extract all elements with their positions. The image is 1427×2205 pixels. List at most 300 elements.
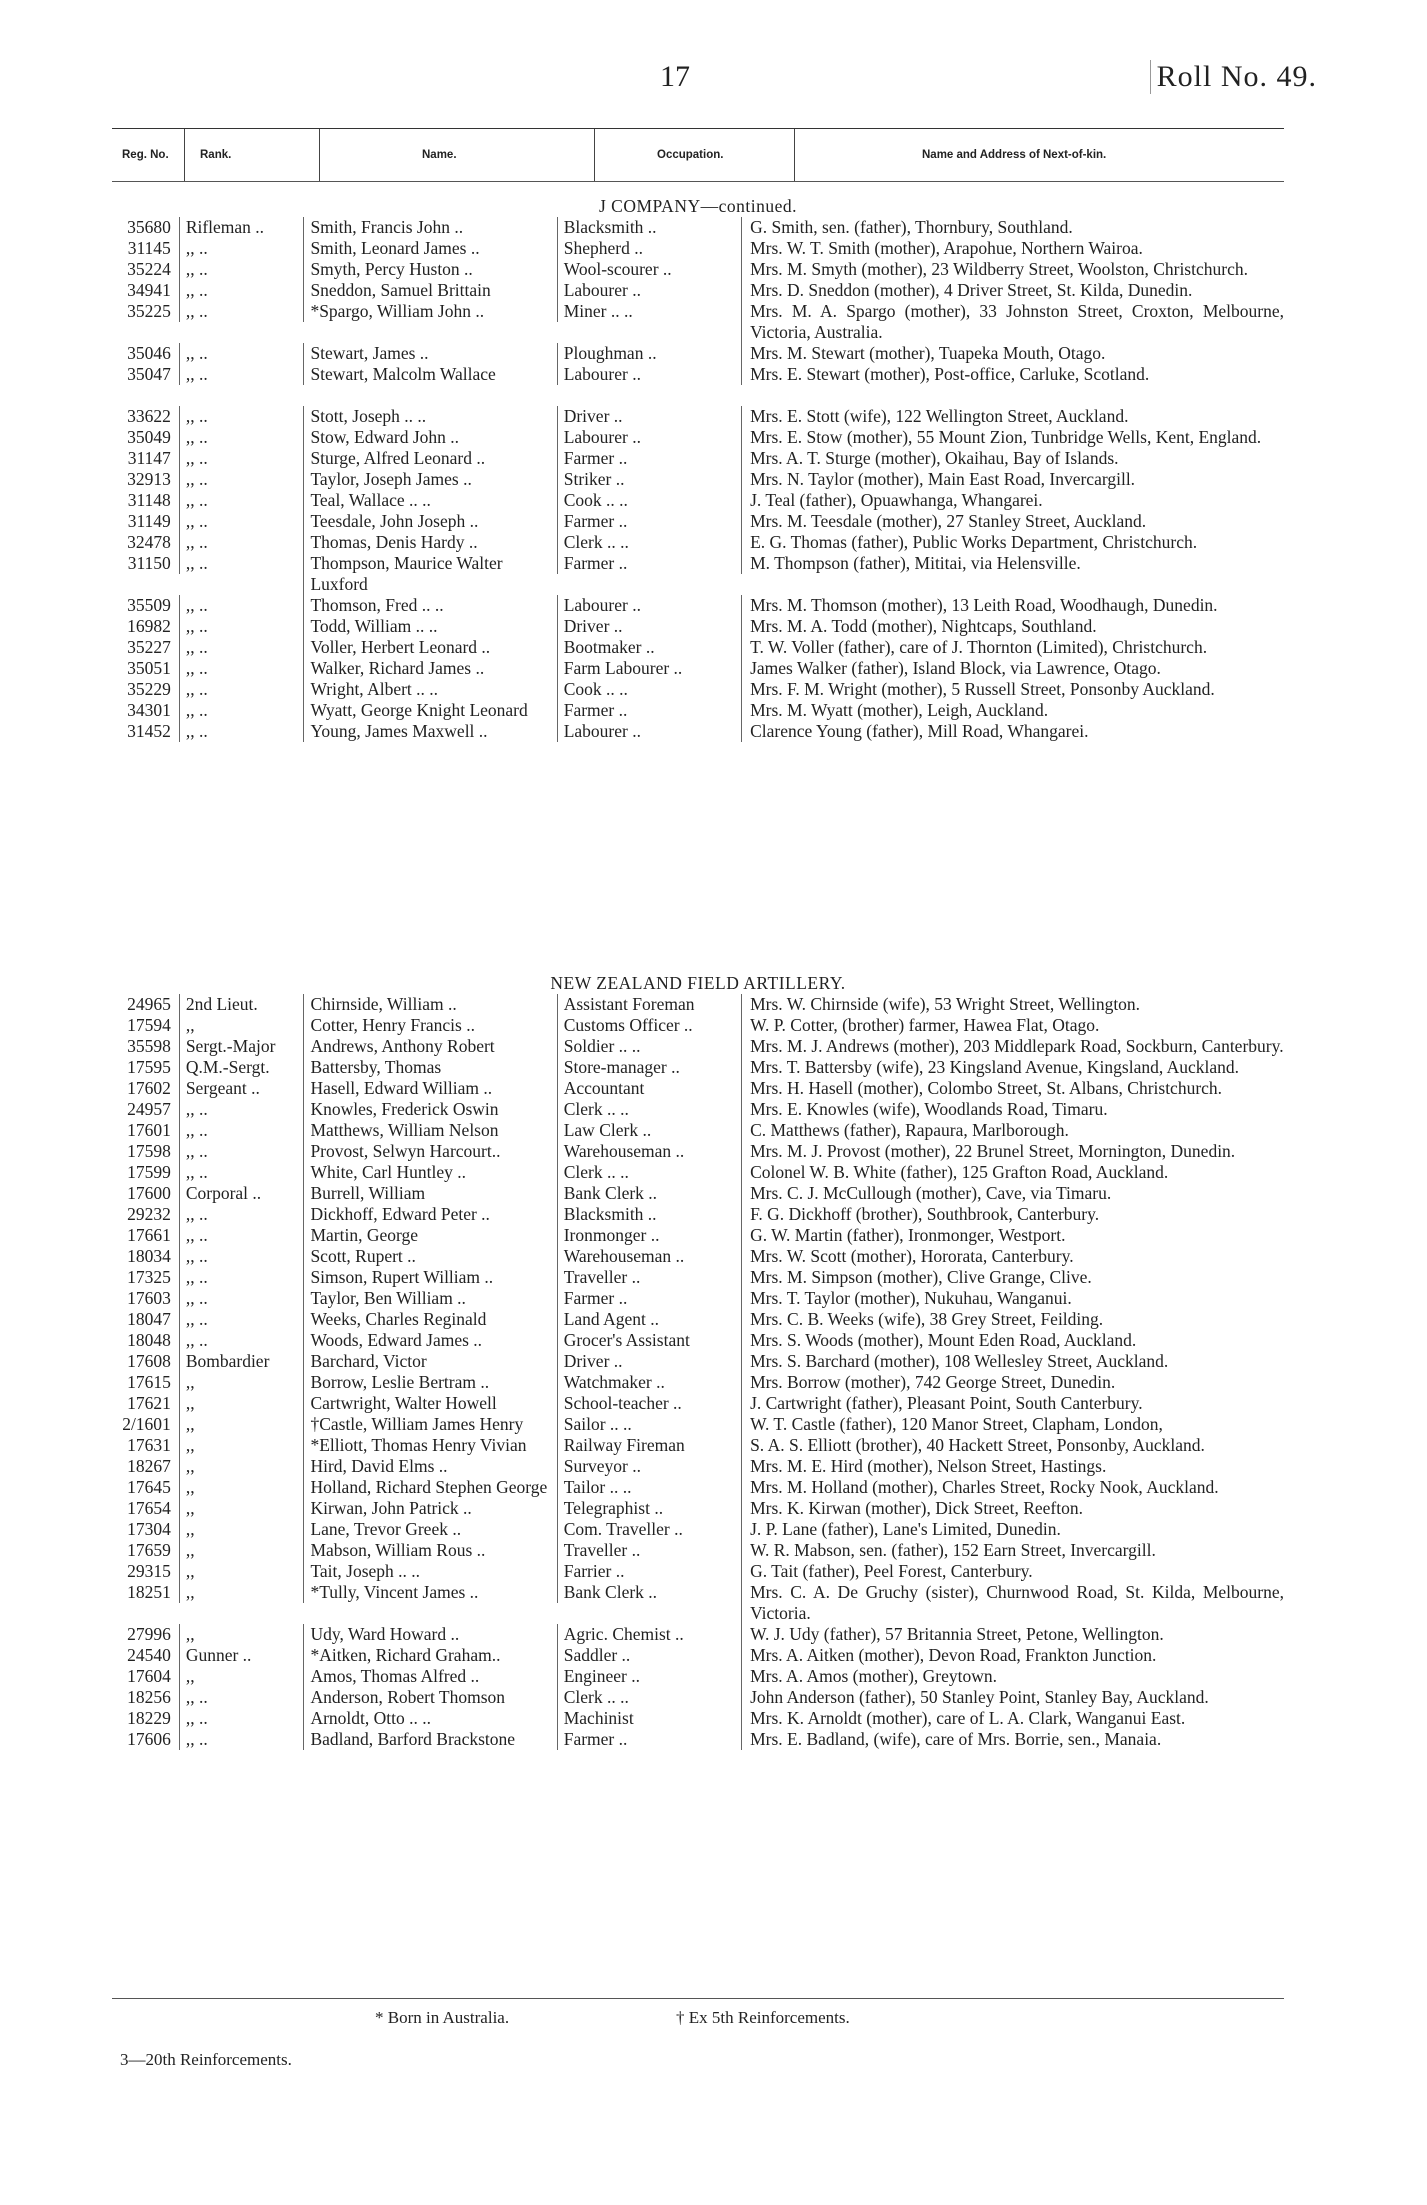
table-row bbox=[112, 1204, 1284, 1225]
occupation: Miner .. .. bbox=[557, 301, 741, 322]
rank: ,, .. bbox=[179, 427, 304, 448]
table-row bbox=[112, 721, 1284, 742]
table-row bbox=[112, 1267, 1284, 1288]
next-of-kin: F. G. Dickhoff (brother), Southbrook, Canterbury. bbox=[741, 1204, 1284, 1225]
occupation: Farmer .. bbox=[557, 553, 741, 574]
soldier-name: Cotter, Henry Francis .. bbox=[303, 1015, 556, 1036]
table-row bbox=[112, 1456, 1284, 1477]
soldier-name: Barchard, Victor bbox=[303, 1351, 556, 1372]
occupation: Wool-scourer .. bbox=[557, 259, 741, 280]
table-row bbox=[112, 1477, 1284, 1498]
reg-number: 34941 bbox=[127, 280, 171, 300]
occupation: Labourer .. bbox=[557, 280, 741, 301]
occupation: Farrier .. bbox=[557, 1561, 741, 1582]
reg-number: 35229 bbox=[127, 679, 171, 699]
reg-number: 35680 bbox=[127, 217, 171, 237]
next-of-kin: Mrs. T. Battersby (wife), 23 Kingsland Avenue, Kingsland, Auckland. bbox=[741, 1057, 1284, 1078]
soldier-name: Dickhoff, Edward Peter .. bbox=[303, 1204, 556, 1225]
reg-number: 31150 bbox=[127, 553, 171, 573]
next-of-kin: T. W. Voller (father), care of J. Thornton (Limited), Christchurch. bbox=[741, 637, 1284, 658]
occupation: Traveller .. bbox=[557, 1267, 741, 1288]
occupation: Watchmaker .. bbox=[557, 1372, 741, 1393]
next-of-kin: Mrs. N. Taylor (mother), Main East Road, Invercargill. bbox=[741, 469, 1284, 490]
soldier-name: †Castle, William James Henry bbox=[303, 1414, 556, 1435]
next-of-kin: Mrs. W. T. Smith (mother), Arapohue, Northern Wairoa. bbox=[741, 238, 1284, 259]
table-row bbox=[112, 406, 1284, 427]
next-of-kin: G. Tait (father), Peel Forest, Canterbury. bbox=[741, 1561, 1284, 1582]
j-company-table bbox=[112, 196, 1284, 742]
header-rank: Rank. bbox=[200, 149, 232, 161]
rank: ,, .. bbox=[179, 280, 304, 301]
table-row bbox=[112, 1225, 1284, 1246]
soldier-name: Weeks, Charles Reginald bbox=[303, 1309, 556, 1330]
occupation: Clerk .. .. bbox=[557, 1162, 741, 1183]
reg-number: 31452 bbox=[127, 721, 171, 741]
reg-number: 17645 bbox=[127, 1477, 171, 1497]
table-row bbox=[112, 1729, 1284, 1750]
table-row bbox=[112, 1330, 1284, 1351]
soldier-name: Walker, Richard James .. bbox=[303, 658, 556, 679]
rank: Sergeant .. bbox=[179, 1078, 304, 1099]
soldier-name: *Elliott, Thomas Henry Vivian bbox=[303, 1435, 556, 1456]
next-of-kin: W. P. Cotter, (brother) farmer, Hawea Flat, Otago. bbox=[741, 1015, 1284, 1036]
occupation: Striker .. bbox=[557, 469, 741, 490]
soldier-name: White, Carl Huntley .. bbox=[303, 1162, 556, 1183]
soldier-name: Cartwright, Walter Howell bbox=[303, 1393, 556, 1414]
reg-number: 17606 bbox=[127, 1729, 171, 1749]
reg-number: 17615 bbox=[127, 1372, 171, 1392]
table-row bbox=[112, 280, 1284, 301]
occupation: Labourer .. bbox=[557, 595, 741, 616]
soldier-name: Battersby, Thomas bbox=[303, 1057, 556, 1078]
soldier-name: Kirwan, John Patrick .. bbox=[303, 1498, 556, 1519]
reg-number: 32913 bbox=[127, 469, 171, 489]
table-row bbox=[112, 1582, 1284, 1624]
rank: ,, bbox=[179, 1666, 304, 1687]
reg-number: 17603 bbox=[127, 1288, 171, 1308]
occupation: Customs Officer .. bbox=[557, 1015, 741, 1036]
soldier-name: Wyatt, George Knight Leonard bbox=[303, 700, 556, 721]
soldier-name: Smith, Leonard James .. bbox=[303, 238, 556, 259]
reg-number: 17654 bbox=[127, 1498, 171, 1518]
table-row bbox=[112, 1057, 1284, 1078]
soldier-name: Taylor, Ben William .. bbox=[303, 1288, 556, 1309]
table-row bbox=[112, 217, 1284, 238]
occupation: Farmer .. bbox=[557, 700, 741, 721]
reg-number: 17304 bbox=[127, 1519, 171, 1539]
soldier-name: Smyth, Percy Huston .. bbox=[303, 259, 556, 280]
soldier-name: Mabson, William Rous .. bbox=[303, 1540, 556, 1561]
soldier-name: Holland, Richard Stephen George bbox=[303, 1477, 556, 1498]
next-of-kin: Mrs. H. Hasell (mother), Colombo Street, St. Albans, Christchurch. bbox=[741, 1078, 1284, 1099]
soldier-name: Wright, Albert .. .. bbox=[303, 679, 556, 700]
occupation: Com. Traveller .. bbox=[557, 1519, 741, 1540]
occupation: Tailor .. .. bbox=[557, 1477, 741, 1498]
reg-number: 31147 bbox=[127, 448, 171, 468]
soldier-name: Badland, Barford Brackstone bbox=[303, 1729, 556, 1750]
occupation: Farmer .. bbox=[557, 511, 741, 532]
next-of-kin: Mrs. C. J. McCullough (mother), Cave, via Timaru. bbox=[741, 1183, 1284, 1204]
next-of-kin: Mrs. M. J. Provost (mother), 22 Brunel Street, Mornington, Dunedin. bbox=[741, 1141, 1284, 1162]
next-of-kin: Mrs. M. A. Spargo (mother), 33 Johnston Street, Croxton, Melbourne, Victoria, Australia. bbox=[741, 301, 1284, 343]
next-of-kin: Mrs. M. Stewart (mother), Tuapeka Mouth, Otago. bbox=[741, 343, 1284, 364]
rank: ,, .. bbox=[179, 1120, 304, 1141]
section-title-field-artillery: NEW ZEALAND FIELD ARTILLERY. bbox=[550, 973, 846, 993]
table-row bbox=[112, 1015, 1284, 1036]
occupation: Shepherd .. bbox=[557, 238, 741, 259]
rank: ,, bbox=[179, 1393, 304, 1414]
reg-number: 24965 bbox=[127, 994, 171, 1014]
next-of-kin: Mrs. D. Sneddon (mother), 4 Driver Street, St. Kilda, Dunedin. bbox=[741, 280, 1284, 301]
occupation: Law Clerk .. bbox=[557, 1120, 741, 1141]
reg-number: 24540 bbox=[127, 1645, 171, 1665]
next-of-kin: Mrs. W. Chirnside (wife), 53 Wright Street, Wellington. bbox=[741, 994, 1284, 1015]
table-row bbox=[112, 1246, 1284, 1267]
next-of-kin: W. J. Udy (father), 57 Britannia Street, Petone, Wellington. bbox=[741, 1624, 1284, 1645]
table-row bbox=[112, 700, 1284, 721]
rank: ,, .. bbox=[179, 679, 304, 700]
table-row bbox=[112, 1519, 1284, 1540]
occupation: Clerk .. .. bbox=[557, 532, 741, 553]
table-row bbox=[112, 385, 1284, 406]
reg-number: 31148 bbox=[127, 490, 171, 510]
rank: ,, .. bbox=[179, 511, 304, 532]
soldier-name: Stewart, James .. bbox=[303, 343, 556, 364]
rank: ,, .. bbox=[179, 343, 304, 364]
rank: ,, bbox=[179, 1624, 304, 1645]
next-of-kin: Mrs. E. Badland, (wife), care of Mrs. Borrie, sen., Manaia. bbox=[741, 1729, 1284, 1750]
occupation: Telegraphist .. bbox=[557, 1498, 741, 1519]
rank: ,, .. bbox=[179, 1309, 304, 1330]
rank: ,, bbox=[179, 1414, 304, 1435]
next-of-kin: E. G. Thomas (father), Public Works Department, Christchurch. bbox=[741, 532, 1284, 553]
reg-number: 17661 bbox=[127, 1225, 171, 1245]
footnote-ex: † Ex 5th Reinforcements. bbox=[676, 2008, 850, 2027]
rank: ,, .. bbox=[179, 364, 304, 385]
table-row bbox=[112, 469, 1284, 490]
reg-number: 35049 bbox=[127, 427, 171, 447]
table-row bbox=[112, 238, 1284, 259]
table-row bbox=[112, 301, 1284, 343]
rank: ,, .. bbox=[179, 700, 304, 721]
next-of-kin: J. Teal (father), Opuawhanga, Whangarei. bbox=[741, 490, 1284, 511]
next-of-kin: Mrs. M. Thomson (mother), 13 Leith Road, Woodhaugh, Dunedin. bbox=[741, 595, 1284, 616]
soldier-name: Thomson, Fred .. .. bbox=[303, 595, 556, 616]
table-row bbox=[112, 1561, 1284, 1582]
table-row bbox=[112, 1099, 1284, 1120]
soldier-name: Smith, Francis John .. bbox=[303, 217, 556, 238]
occupation: Driver .. bbox=[557, 616, 741, 637]
header-kin: Name and Address of Next-of-kin. bbox=[922, 149, 1107, 161]
rank: 2nd Lieut. bbox=[179, 994, 304, 1015]
occupation: Labourer .. bbox=[557, 721, 741, 742]
occupation: Agric. Chemist .. bbox=[557, 1624, 741, 1645]
soldier-name: Teal, Wallace .. .. bbox=[303, 490, 556, 511]
rank: ,, .. bbox=[179, 1267, 304, 1288]
soldier-name: Stott, Joseph .. .. bbox=[303, 406, 556, 427]
rank: ,, bbox=[179, 1582, 304, 1603]
next-of-kin: Clarence Young (father), Mill Road, Whangarei. bbox=[741, 721, 1284, 742]
rank: ,, .. bbox=[179, 721, 304, 742]
rank: ,, .. bbox=[179, 1708, 304, 1729]
next-of-kin: Mrs. M. Holland (mother), Charles Street, Rocky Nook, Auckland. bbox=[741, 1477, 1284, 1498]
table-row bbox=[112, 1351, 1284, 1372]
next-of-kin: Mrs. M. J. Andrews (mother), 203 Middlepark Road, Sockburn, Canterbury. bbox=[741, 1036, 1284, 1057]
soldier-name: Teesdale, John Joseph .. bbox=[303, 511, 556, 532]
next-of-kin: Mrs. M. Simpson (mother), Clive Grange, Clive. bbox=[741, 1267, 1284, 1288]
soldier-name: Stewart, Malcolm Wallace bbox=[303, 364, 556, 385]
rank: ,, bbox=[179, 1456, 304, 1477]
occupation: Bootmaker .. bbox=[557, 637, 741, 658]
occupation: Machinist bbox=[557, 1708, 741, 1729]
reg-number: 27996 bbox=[127, 1624, 171, 1644]
rank: ,, .. bbox=[179, 1288, 304, 1309]
occupation: Farmer .. bbox=[557, 1729, 741, 1750]
rank: ,, .. bbox=[179, 1162, 304, 1183]
soldier-name: Anderson, Robert Thomson bbox=[303, 1687, 556, 1708]
occupation: Land Agent .. bbox=[557, 1309, 741, 1330]
soldier-name: Scott, Rupert .. bbox=[303, 1246, 556, 1267]
reg-number: 17601 bbox=[127, 1120, 171, 1140]
next-of-kin: Mrs. K. Arnoldt (mother), care of L. A. Clark, Wanganui East. bbox=[741, 1708, 1284, 1729]
roll-number: Roll No. 49. bbox=[1150, 60, 1317, 94]
reg-number: 18048 bbox=[127, 1330, 171, 1350]
soldier-name: Tait, Joseph .. .. bbox=[303, 1561, 556, 1582]
soldier-name: Woods, Edward James .. bbox=[303, 1330, 556, 1351]
rank: ,, .. bbox=[179, 238, 304, 259]
table-row bbox=[112, 994, 1284, 1015]
rank: ,, .. bbox=[179, 553, 304, 574]
rank: ,, .. bbox=[179, 1246, 304, 1267]
rank: ,, .. bbox=[179, 406, 304, 427]
table-row bbox=[112, 1666, 1284, 1687]
occupation: Clerk .. .. bbox=[557, 1099, 741, 1120]
rank: Gunner .. bbox=[179, 1645, 304, 1666]
rank: Sergt.-Major bbox=[179, 1036, 304, 1057]
rank: Bombardier bbox=[179, 1351, 304, 1372]
occupation: Railway Fireman bbox=[557, 1435, 741, 1456]
table-row bbox=[112, 637, 1284, 658]
rank: ,, bbox=[179, 1519, 304, 1540]
table-row bbox=[112, 1309, 1284, 1330]
soldier-name: Stow, Edward John .. bbox=[303, 427, 556, 448]
reg-number: 32478 bbox=[127, 532, 171, 552]
rank: ,, bbox=[179, 1435, 304, 1456]
occupation: School-teacher .. bbox=[557, 1393, 741, 1414]
soldier-name: Simson, Rupert William .. bbox=[303, 1267, 556, 1288]
next-of-kin: Mrs. C. A. De Gruchy (sister), Churnwood Road, St. Kilda, Melbourne, Victoria. bbox=[741, 1582, 1284, 1624]
soldier-name: Knowles, Frederick Oswin bbox=[303, 1099, 556, 1120]
next-of-kin: Mrs. E. Stewart (mother), Post-office, Carluke, Scotland. bbox=[741, 364, 1284, 385]
table-row bbox=[112, 1435, 1284, 1456]
table-row bbox=[112, 1414, 1284, 1435]
table-row bbox=[112, 1183, 1284, 1204]
rank: ,, .. bbox=[179, 616, 304, 637]
rank: ,, bbox=[179, 1477, 304, 1498]
occupation: Bank Clerk .. bbox=[557, 1582, 741, 1603]
table-row bbox=[112, 1141, 1284, 1162]
occupation: Blacksmith .. bbox=[557, 217, 741, 238]
footer-signature: 3—20th Reinforcements. bbox=[120, 2050, 292, 2069]
reg-number: 35509 bbox=[127, 595, 171, 615]
next-of-kin: Mrs. E. Stow (mother), 55 Mount Zion, Tunbridge Wells, Kent, England. bbox=[741, 427, 1284, 448]
rank: ,, .. bbox=[179, 1687, 304, 1708]
table-row bbox=[112, 1036, 1284, 1057]
occupation: Engineer .. bbox=[557, 1666, 741, 1687]
next-of-kin: Mrs. S. Barchard (mother), 108 Wellesley Street, Auckland. bbox=[741, 1351, 1284, 1372]
reg-number: 35224 bbox=[127, 259, 171, 279]
table-row bbox=[112, 1540, 1284, 1561]
table-row bbox=[112, 1120, 1284, 1141]
rank: ,, .. bbox=[179, 1204, 304, 1225]
next-of-kin: Mrs. A. Aitken (mother), Devon Road, Frankton Junction. bbox=[741, 1645, 1284, 1666]
header-reg: Reg. No. bbox=[122, 149, 169, 161]
reg-number: 17604 bbox=[127, 1666, 171, 1686]
reg-number: 17594 bbox=[127, 1015, 171, 1035]
occupation: Clerk .. .. bbox=[557, 1687, 741, 1708]
table-row bbox=[112, 1624, 1284, 1645]
reg-number: 17595 bbox=[127, 1057, 171, 1077]
soldier-name: *Tully, Vincent James .. bbox=[303, 1582, 556, 1603]
rank: Q.M.-Sergt. bbox=[179, 1057, 304, 1078]
occupation: Bank Clerk .. bbox=[557, 1183, 741, 1204]
rank: ,, .. bbox=[179, 1330, 304, 1351]
table-row bbox=[112, 259, 1284, 280]
rank: ,, .. bbox=[179, 658, 304, 679]
rank: ,, .. bbox=[179, 301, 304, 322]
next-of-kin: W. T. Castle (father), 120 Manor Street, Clapham, London, bbox=[741, 1414, 1284, 1435]
soldier-name: *Aitken, Richard Graham.. bbox=[303, 1645, 556, 1666]
next-of-kin: Mrs. C. B. Weeks (wife), 38 Grey Street, Feilding. bbox=[741, 1309, 1284, 1330]
rank: ,, .. bbox=[179, 1099, 304, 1120]
reg-number: 18047 bbox=[127, 1309, 171, 1329]
reg-number: 18256 bbox=[127, 1687, 171, 1707]
reg-number: 35051 bbox=[127, 658, 171, 678]
rank: ,, .. bbox=[179, 1225, 304, 1246]
page-number: 17 bbox=[660, 60, 690, 93]
rank: ,, .. bbox=[179, 637, 304, 658]
rank: ,, .. bbox=[179, 259, 304, 280]
table-row bbox=[112, 364, 1284, 385]
occupation: Surveyor .. bbox=[557, 1456, 741, 1477]
table-row bbox=[112, 427, 1284, 448]
table-row bbox=[112, 1645, 1284, 1666]
reg-number: 18251 bbox=[127, 1582, 171, 1602]
next-of-kin: G. Smith, sen. (father), Thornbury, Southland. bbox=[741, 217, 1284, 238]
occupation: Assistant Foreman bbox=[557, 994, 741, 1015]
soldier-name: Sturge, Alfred Leonard .. bbox=[303, 448, 556, 469]
occupation: Farm Labourer .. bbox=[557, 658, 741, 679]
rank: ,, .. bbox=[179, 595, 304, 616]
next-of-kin: Colonel W. B. White (father), 125 Grafton Road, Auckland. bbox=[741, 1162, 1284, 1183]
table-row bbox=[112, 679, 1284, 700]
rank: ,, .. bbox=[179, 469, 304, 490]
occupation: Warehouseman .. bbox=[557, 1246, 741, 1267]
rank: ,, bbox=[179, 1015, 304, 1036]
rank: ,, bbox=[179, 1498, 304, 1519]
soldier-name: Hasell, Edward William .. bbox=[303, 1078, 556, 1099]
soldier-name: Burrell, William bbox=[303, 1183, 556, 1204]
reg-number: 35047 bbox=[127, 364, 171, 384]
occupation: Driver .. bbox=[557, 1351, 741, 1372]
next-of-kin: Mrs. A. T. Sturge (mother), Okaihau, Bay of Islands. bbox=[741, 448, 1284, 469]
reg-number: 16982 bbox=[127, 616, 171, 636]
rank: ,, .. bbox=[179, 448, 304, 469]
next-of-kin: Mrs. M. Smyth (mother), 23 Wildberry Street, Woolston, Christchurch. bbox=[741, 259, 1284, 280]
table-row bbox=[112, 595, 1284, 616]
reg-number: 33622 bbox=[127, 406, 171, 426]
header-occupation: Occupation. bbox=[657, 149, 724, 161]
reg-number: 17631 bbox=[127, 1435, 171, 1455]
column-header-row bbox=[112, 128, 1284, 182]
footnote-born: * Born in Australia. bbox=[375, 2008, 510, 2027]
next-of-kin: G. W. Martin (father), Ironmonger, Westport. bbox=[741, 1225, 1284, 1246]
soldier-name: Amos, Thomas Alfred .. bbox=[303, 1666, 556, 1687]
next-of-kin: Mrs. M. E. Hird (mother), Nelson Street, Hastings. bbox=[741, 1456, 1284, 1477]
occupation: Soldier .. .. bbox=[557, 1036, 741, 1057]
table-row bbox=[112, 490, 1284, 511]
reg-number: 17602 bbox=[127, 1078, 171, 1098]
soldier-name: Arnoldt, Otto .. .. bbox=[303, 1708, 556, 1729]
soldier-name: Thomas, Denis Hardy .. bbox=[303, 532, 556, 553]
next-of-kin: James Walker (father), Island Block, via Lawrence, Otago. bbox=[741, 658, 1284, 679]
reg-number: 18034 bbox=[127, 1246, 171, 1266]
soldier-name: Chirnside, William .. bbox=[303, 994, 556, 1015]
reg-number: 18229 bbox=[127, 1708, 171, 1728]
next-of-kin: Mrs. M. Teesdale (mother), 27 Stanley Street, Auckland. bbox=[741, 511, 1284, 532]
reg-number: 29315 bbox=[127, 1561, 171, 1581]
rank: ,, .. bbox=[179, 1729, 304, 1750]
reg-number: 31145 bbox=[127, 238, 171, 258]
occupation: Sailor .. .. bbox=[557, 1414, 741, 1435]
rank: ,, .. bbox=[179, 1141, 304, 1162]
reg-number: 17621 bbox=[127, 1393, 171, 1413]
soldier-name: Voller, Herbert Leonard .. bbox=[303, 637, 556, 658]
soldier-name: Martin, George bbox=[303, 1225, 556, 1246]
next-of-kin: M. Thompson (father), Mititai, via Helensville. bbox=[741, 553, 1284, 574]
reg-number: 18267 bbox=[127, 1456, 171, 1476]
reg-number: 17659 bbox=[127, 1540, 171, 1560]
occupation: Traveller .. bbox=[557, 1540, 741, 1561]
occupation: Cook .. .. bbox=[557, 490, 741, 511]
reg-number: 24957 bbox=[127, 1099, 171, 1119]
soldier-name: Young, James Maxwell .. bbox=[303, 721, 556, 742]
table-row bbox=[112, 1498, 1284, 1519]
occupation: Warehouseman .. bbox=[557, 1141, 741, 1162]
reg-number: 17600 bbox=[127, 1183, 171, 1203]
soldier-name: Borrow, Leslie Bertram .. bbox=[303, 1372, 556, 1393]
soldier-name: Matthews, William Nelson bbox=[303, 1120, 556, 1141]
next-of-kin: Mrs. E. Stott (wife), 122 Wellington Street, Auckland. bbox=[741, 406, 1284, 427]
soldier-name: Taylor, Joseph James .. bbox=[303, 469, 556, 490]
next-of-kin: Mrs. A. Amos (mother), Greytown. bbox=[741, 1666, 1284, 1687]
table-row bbox=[112, 1687, 1284, 1708]
soldier-name: Udy, Ward Howard .. bbox=[303, 1624, 556, 1645]
rank: ,, .. bbox=[179, 532, 304, 553]
rank: ,, bbox=[179, 1561, 304, 1582]
next-of-kin: S. A. S. Elliott (brother), 40 Hackett Street, Ponsonby, Auckland. bbox=[741, 1435, 1284, 1456]
occupation: Ironmonger .. bbox=[557, 1225, 741, 1246]
footer-rule bbox=[112, 1998, 1284, 1999]
table-row bbox=[112, 532, 1284, 553]
occupation: Driver .. bbox=[557, 406, 741, 427]
next-of-kin: Mrs. E. Knowles (wife), Woodlands Road, Timaru. bbox=[741, 1099, 1284, 1120]
next-of-kin: J. Cartwright (father), Pleasant Point, South Canterbury. bbox=[741, 1393, 1284, 1414]
table-row bbox=[112, 616, 1284, 637]
soldier-name: Lane, Trevor Greek .. bbox=[303, 1519, 556, 1540]
reg-number: 35227 bbox=[127, 637, 171, 657]
next-of-kin: Mrs. M. Wyatt (mother), Leigh, Auckland. bbox=[741, 700, 1284, 721]
